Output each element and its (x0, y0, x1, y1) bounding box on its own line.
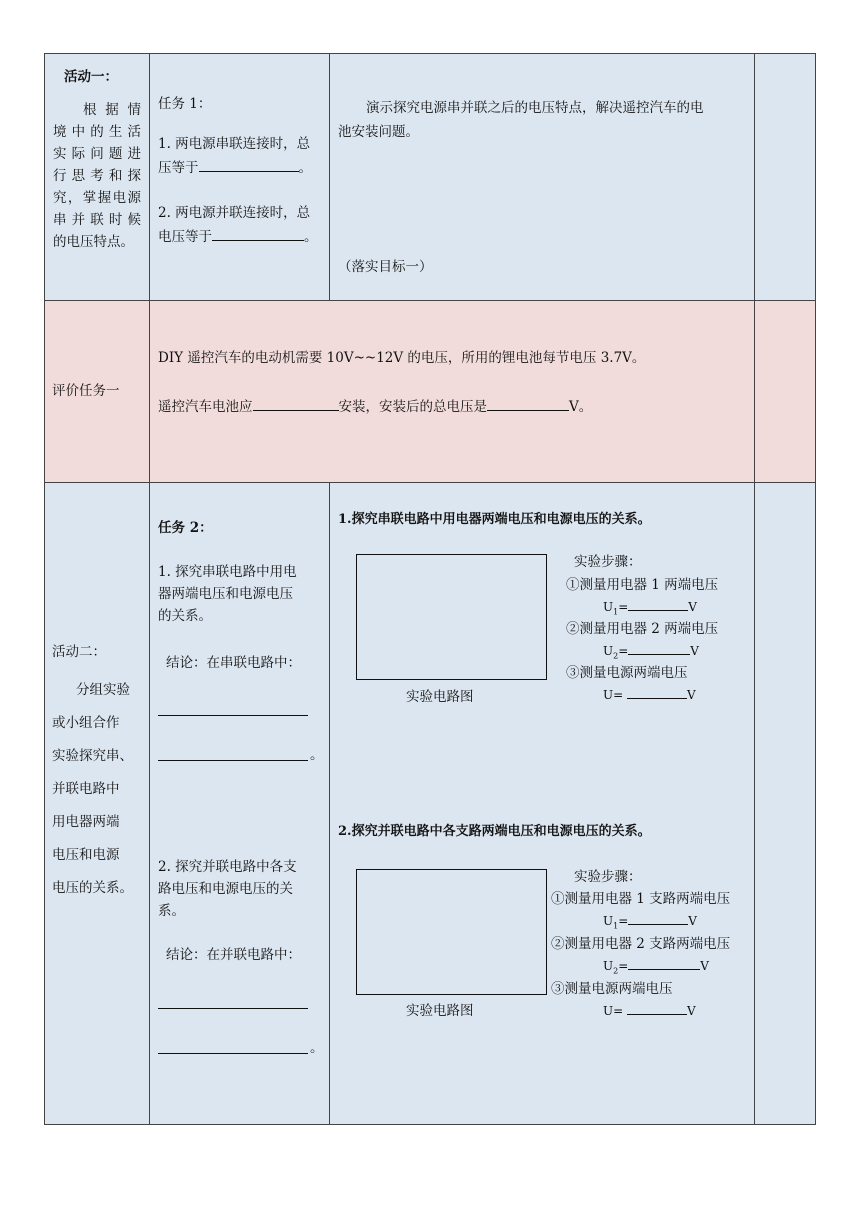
activity-two-description (52, 674, 133, 905)
activity-one-title: 活动一： (64, 69, 118, 85)
row2-background (44, 300, 816, 482)
activity-two-line: 实验探究串、 (52, 748, 133, 764)
activity-two-line: 分组实验 (76, 682, 130, 698)
activity-one-line: 的电压特点。 (53, 234, 134, 250)
conclusion-series-blank-2[interactable] (158, 760, 308, 761)
step-1: ①测量用电器 1 两端电压 (566, 577, 719, 593)
activity-two-line: 电压的关系。 (52, 880, 133, 896)
goal-label: （落实目标一） (338, 259, 433, 275)
task-two-item1-line: 1. 探究串联电路中用电 (158, 564, 297, 580)
u-reading: U= V (603, 1004, 696, 1018)
column-divider-1 (149, 53, 150, 1125)
task-two-item2 (158, 856, 297, 922)
demo-text-line1: 演示探究电源串并联之后的电压特点，解决遥控汽车的电 (366, 100, 704, 116)
fill-blank[interactable] (487, 396, 569, 411)
circuit-diagram-label: 实验电路图 (406, 689, 474, 705)
task-one-item2-line1: 2. 两电源并联连接时，总 (158, 205, 311, 221)
evaluation-line2: 遥控汽车电池应 安装，安装后的总电压是 V。 (158, 396, 592, 417)
fill-blank[interactable] (627, 1002, 687, 1015)
task-two-title: 任务 2： (158, 520, 213, 536)
task-two-item2-line: 2. 探究并联电路中各支 (158, 859, 297, 875)
fill-blank[interactable] (627, 686, 687, 699)
column-divider-3 (754, 53, 755, 1125)
fill-blank[interactable] (628, 957, 700, 970)
conclusion-series-blank-1[interactable] (158, 715, 308, 716)
activity-one-line: 串 并 联 时 候 (53, 212, 141, 228)
experiment-parallel-heading: 2.探究并联电路中各支路两端电压和电源电压的关系。 (338, 824, 651, 839)
activity-one-line: 根 据 情 (83, 102, 141, 118)
activity-one-line: 行 思 考 和 探 (53, 168, 141, 184)
table-border-top (44, 53, 816, 54)
fill-blank[interactable] (628, 598, 688, 611)
u-reading: U= V (603, 688, 696, 702)
activity-two-line: 用电器两端 (52, 814, 120, 830)
step-2: ②测量用电器 2 两端电压 (566, 621, 719, 637)
step-2: ②测量用电器 2 支路两端电压 (551, 936, 731, 952)
u2-reading: $U_2= V$ (603, 644, 699, 661)
row-divider-2 (44, 482, 816, 483)
evaluation-task-label: 评价任务一 (52, 383, 120, 399)
table-border-right (815, 53, 816, 1125)
step-1: ①测量用电器 1 支路两端电压 (551, 891, 731, 907)
u1-reading: $U_1= V$ (603, 600, 697, 617)
activity-one-line: 实 际 问 题 进 (53, 146, 141, 162)
steps-title: 实验步骤： (574, 554, 642, 570)
activity-one-line: 究，掌握电源 (53, 190, 141, 206)
demo-text-line2: 池安装问题。 (338, 124, 419, 140)
experiment-series-heading: 1.探究串联电路中用电器两端电压和电源电压的关系。 (338, 512, 651, 527)
activity-two-line: 并联电路中 (52, 781, 120, 797)
steps-title: 实验步骤： (574, 869, 642, 885)
fill-blank[interactable] (628, 912, 688, 925)
table-border-left (44, 53, 45, 1125)
activity-one-line: 境 中 的 生 活 (53, 124, 141, 140)
conclusion-parallel-label: 结论：在并联电路中： (166, 947, 301, 963)
table-border-bottom (44, 1124, 816, 1125)
fill-blank[interactable] (199, 157, 299, 172)
task-two-item1 (158, 561, 297, 627)
row-divider-1 (44, 300, 816, 301)
column-divider-2a (329, 53, 330, 300)
circuit-diagram-box-series[interactable] (356, 554, 547, 680)
circuit-diagram-box-parallel[interactable] (356, 869, 547, 995)
activity-one-description (53, 99, 141, 253)
fill-blank[interactable] (253, 396, 339, 411)
period: 。 (310, 747, 324, 763)
task-two-item1-line: 器两端电压和电源电压 (158, 586, 293, 602)
task-two-item2-line: 系。 (158, 903, 185, 919)
circuit-diagram-label: 实验电路图 (406, 1003, 474, 1019)
step-3: ③测量电源两端电压 (566, 665, 688, 681)
activity-two-line: 或小组合作 (52, 715, 120, 731)
activity-two-line: 电压和电源 (52, 847, 120, 863)
task-one-title: 任务 1： (158, 96, 212, 112)
task-two-item1-line: 的关系。 (158, 608, 212, 624)
task-two-item2-line: 路电压和电源电压的关 (158, 881, 293, 897)
conclusion-parallel-blank-1[interactable] (158, 1008, 308, 1009)
u2-reading: $U_2= V$ (603, 959, 709, 976)
fill-blank[interactable] (212, 226, 304, 241)
activity-two-title: 活动二： (52, 644, 106, 660)
task-one-item1-line2: 压等于 。 (158, 157, 312, 178)
period: 。 (310, 1040, 324, 1056)
evaluation-line1: DIY 遥控汽车的电动机需要 10V~~12V 的电压，所用的锂电池每节电压 3.7V。 (158, 350, 646, 366)
task-one-item2-line2: 电压等于 。 (158, 226, 318, 247)
conclusion-parallel-blank-2[interactable] (158, 1053, 308, 1054)
fill-blank[interactable] (628, 642, 690, 655)
u1-reading: $U_1= V$ (603, 914, 697, 931)
conclusion-series-label: 结论：在串联电路中： (166, 655, 301, 671)
task-one-item1-line1: 1. 两电源串联连接时，总 (158, 136, 311, 152)
step-3: ③测量电源两端电压 (551, 981, 673, 997)
column-divider-2b (329, 482, 330, 1125)
